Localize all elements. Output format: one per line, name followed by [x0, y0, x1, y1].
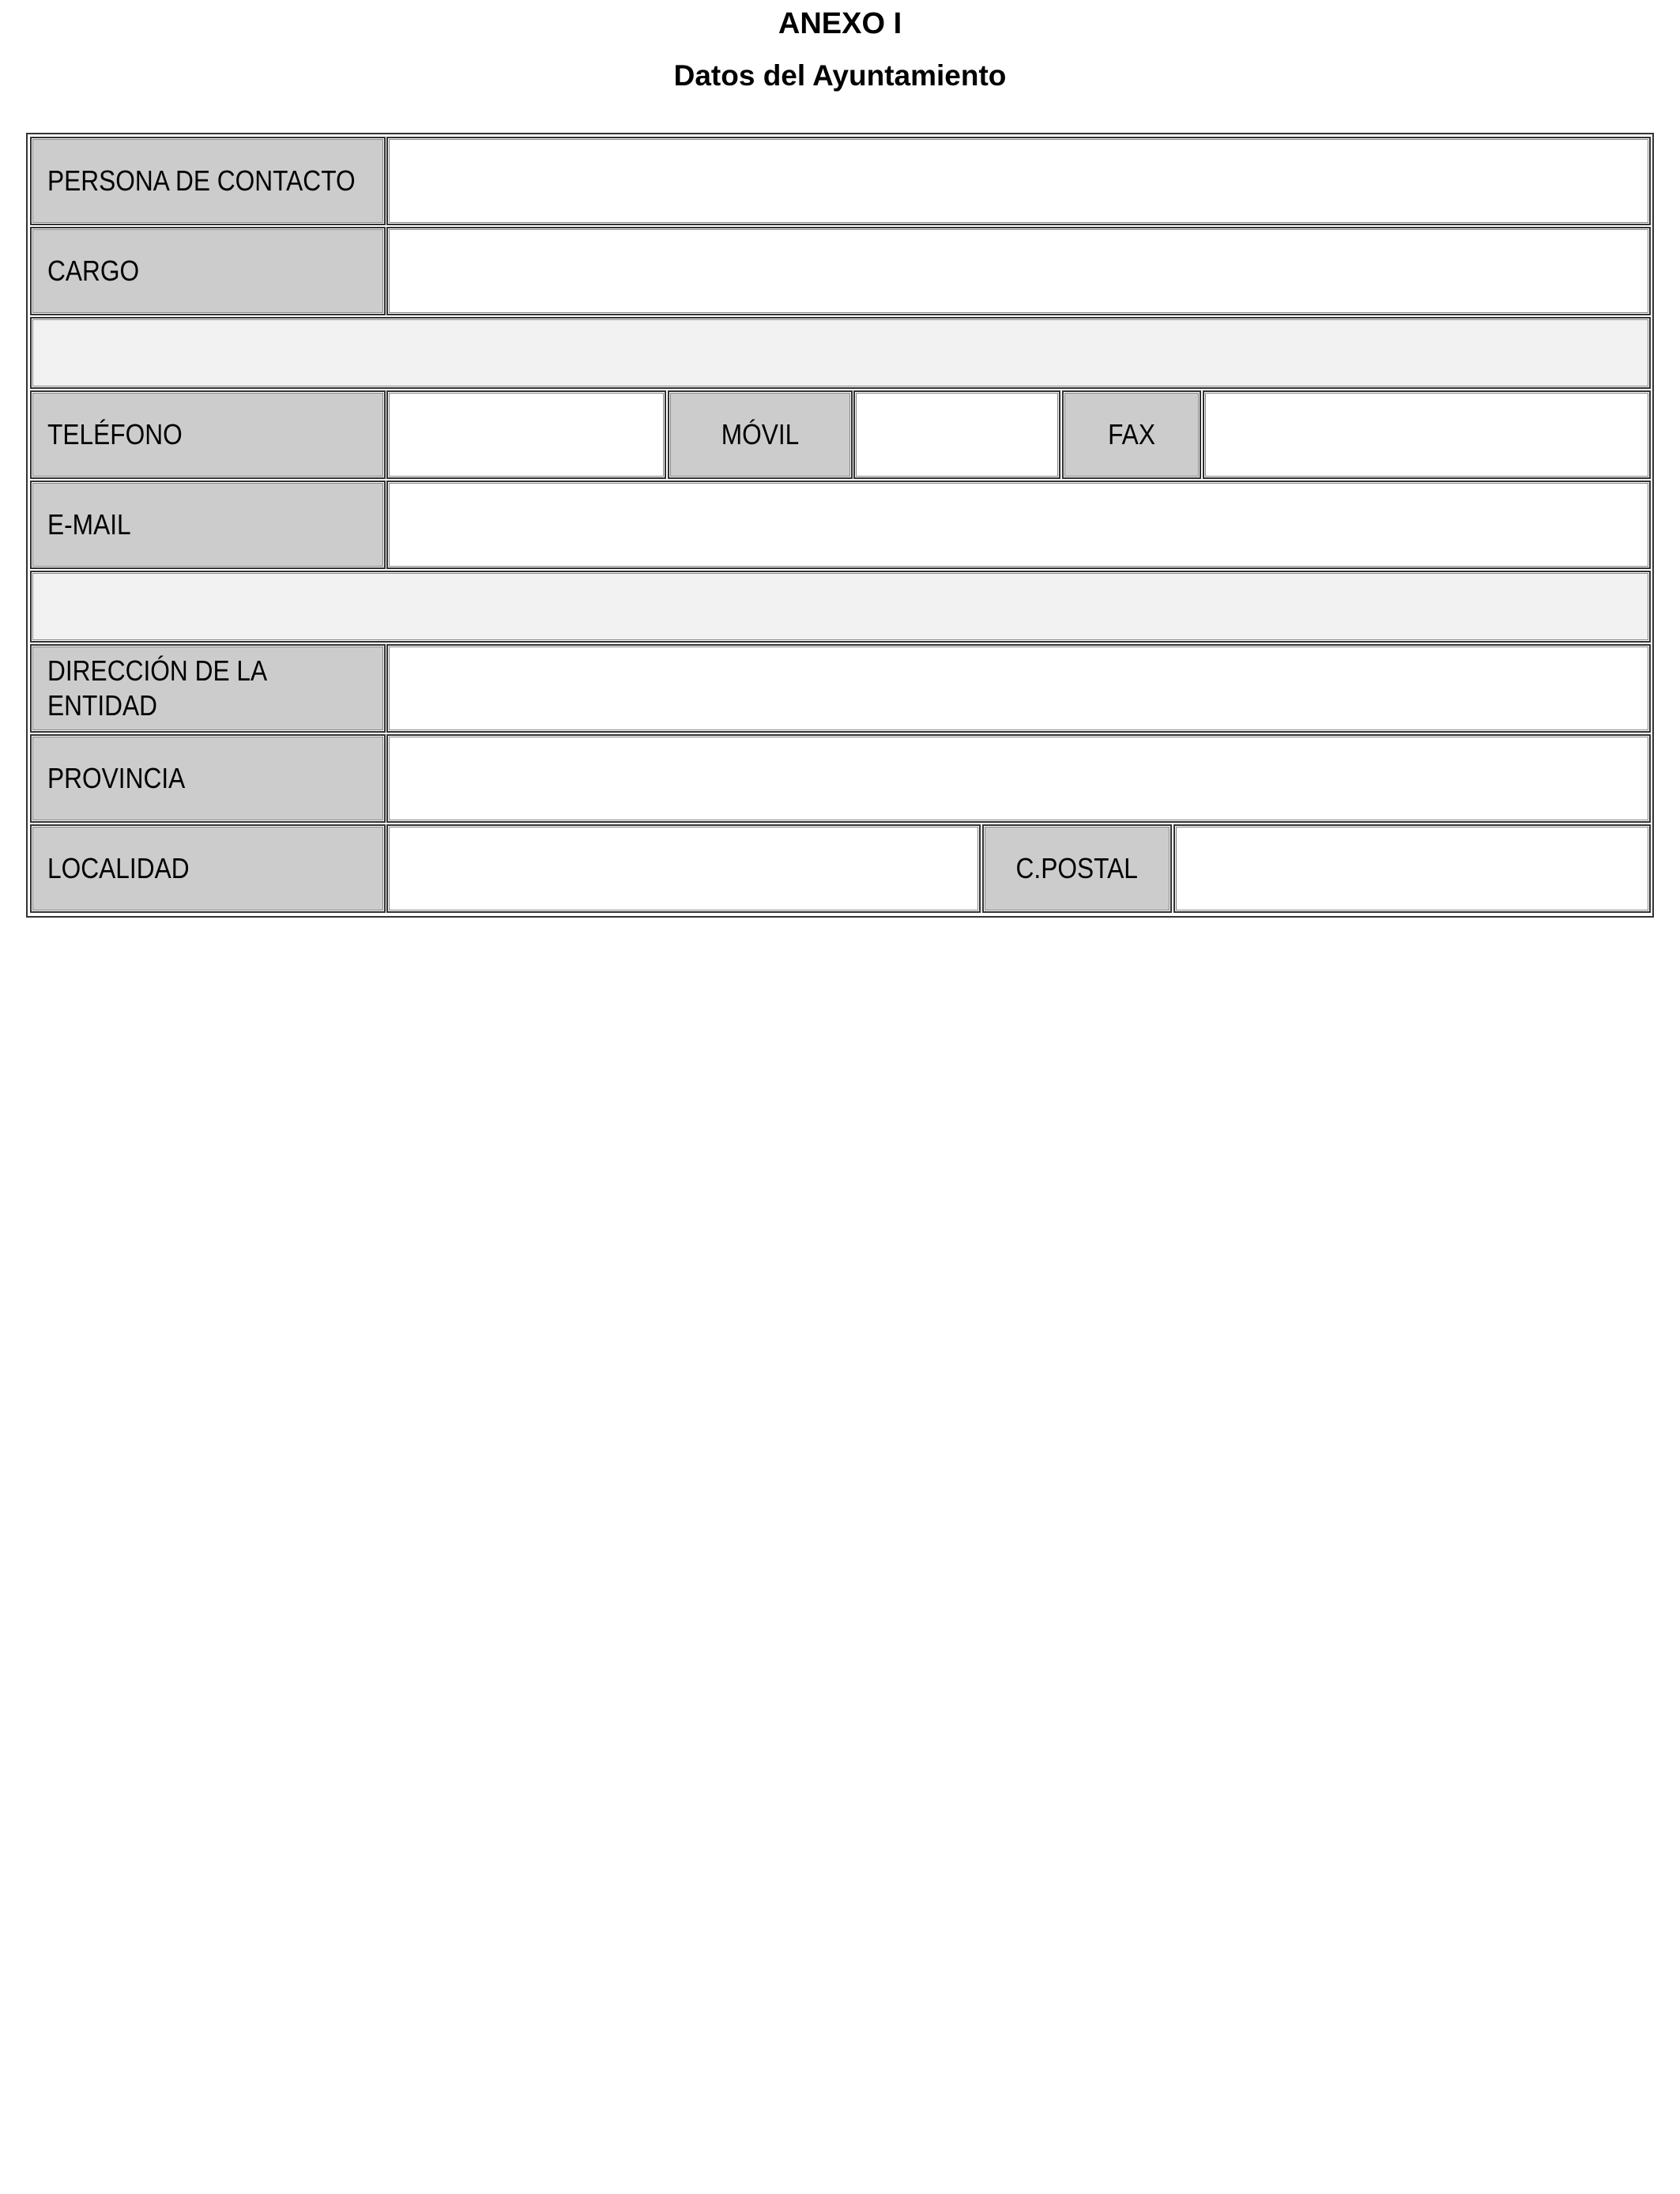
- email-label: E-MAIL: [30, 481, 386, 569]
- section-separator: [30, 571, 1651, 643]
- email-field[interactable]: [386, 481, 1651, 569]
- direccion-label: DIRECCIÓN DE LA ENTIDAD: [30, 644, 386, 733]
- document-subtitle: Datos del Ayuntamiento: [673, 59, 1007, 92]
- movil-field[interactable]: [853, 390, 1060, 479]
- movil-label: MÓVIL: [668, 390, 853, 479]
- telefono-label: TELÉFONO: [30, 390, 386, 479]
- persona-contacto-field[interactable]: [386, 137, 1651, 225]
- fax-label: FAX: [1062, 390, 1201, 479]
- telefono-field[interactable]: [386, 390, 666, 479]
- municipality-data-form: [26, 133, 1654, 918]
- fax-field[interactable]: [1203, 390, 1651, 479]
- localidad-label: LOCALIDAD: [30, 824, 386, 913]
- codigo-postal-field[interactable]: [1173, 824, 1651, 913]
- section-separator: [30, 317, 1651, 389]
- cargo-field[interactable]: [386, 227, 1651, 315]
- cargo-label: CARGO: [30, 227, 386, 315]
- localidad-field[interactable]: [386, 824, 981, 913]
- provincia-field[interactable]: [386, 734, 1651, 823]
- codigo-postal-label: C.POSTAL: [982, 824, 1172, 913]
- persona-contacto-label: PERSONA DE CONTACTO: [30, 137, 386, 225]
- provincia-label: PROVINCIA: [30, 734, 386, 823]
- direccion-field[interactable]: [386, 644, 1651, 733]
- document-title: ANEXO I: [778, 7, 902, 40]
